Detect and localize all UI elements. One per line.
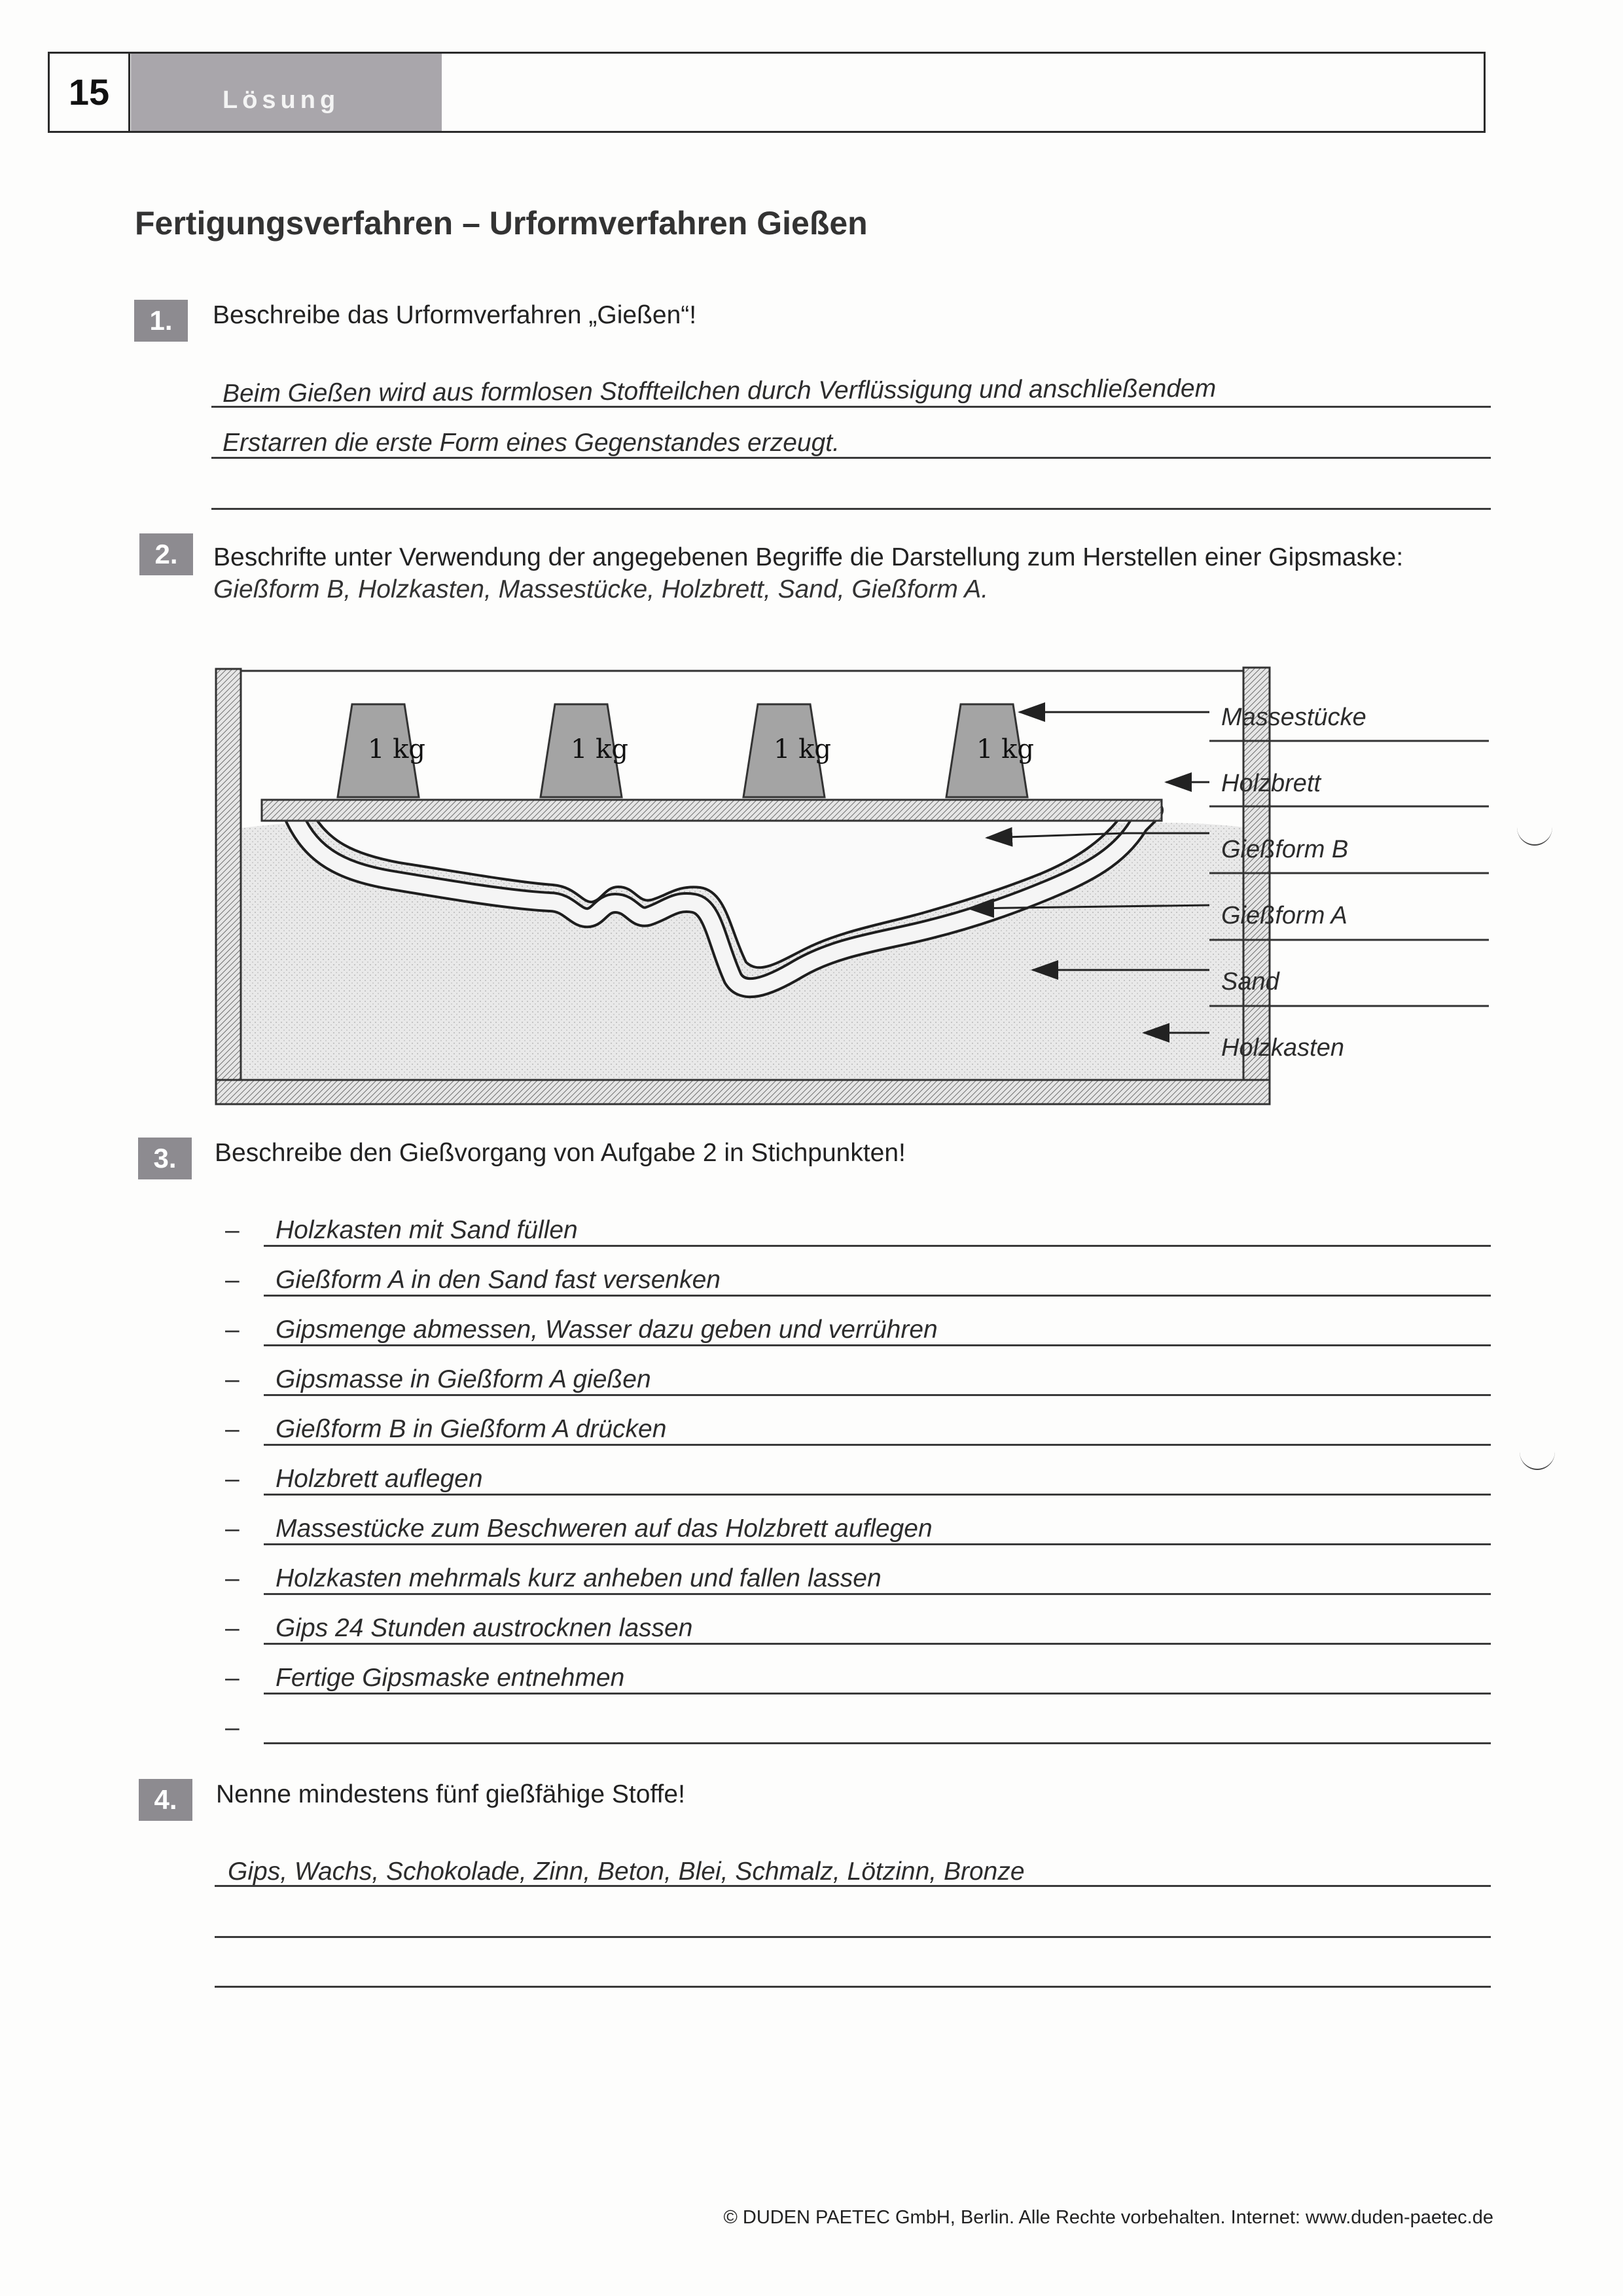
punch-hole-mark [1517,809,1552,846]
header-label: Lösung [223,86,340,114]
task-2-terms: Gießform B, Holzkasten, Massestücke, Holzbrett, Sand, Gießform A. [213,575,989,603]
label-sand: Sand [1221,968,1279,996]
step-text: Gießform B in Gießform A drücken [276,1415,667,1443]
task-4-answer-1: Gips, Wachs, Schokolade, Zinn, Beton, Blei, Schmalz, Lötzinn, Bronze [228,1857,1025,1886]
step-text: Holzkasten mit Sand füllen [276,1216,578,1244]
answer-line [211,457,1491,459]
step-dash: – [225,1564,240,1592]
step-text: Massestücke zum Beschweren auf das Holzbrett auflegen [276,1515,933,1543]
answer-line [264,1295,1491,1297]
answer-line-empty [215,1986,1491,1988]
step-dash: – [225,1515,240,1543]
task-1-answer-2: Erstarren die erste Form eines Gegenstandes erzeugt. [223,429,840,457]
answer-line [264,1344,1491,1346]
task-1-number: 1. [134,300,188,342]
step-text: Gießform A in den Sand fast versenken [276,1266,721,1294]
answer-line [264,1593,1491,1595]
step-text: Gipsmasse in Gießform A gießen [276,1365,651,1393]
answer-line-empty [211,508,1491,510]
task-1-question: Beschreibe das Urformverfahren „Gießen“! [213,301,697,329]
step-text: Gips 24 Stunden austrocknen lassen [276,1614,693,1642]
step-text: Fertige Gipsmaske entnehmen [276,1664,625,1692]
label-giessform-a: Gießform A [1221,902,1347,929]
answer-line [264,1494,1491,1496]
answer-line [264,1394,1491,1396]
step-dash: – [225,1316,240,1344]
label-giessform-b: Gießform B [1221,836,1349,863]
task-4-question: Nenne mindestens fünf gießfähige Stoffe! [216,1780,685,1808]
task-1-answer-1: Beim Gießen wird aus formlosen Stoffteilchen durch Verflüssigung und anschließendem [222,374,1217,408]
weight-label: 1 kg [774,734,832,764]
task-3-number: 3. [138,1138,192,1179]
page-number: 15 [50,54,130,131]
answer-line [264,1643,1491,1645]
task-4-number: 4. [139,1779,192,1821]
answer-line [264,1543,1491,1545]
label-massestuecke: Massestücke [1221,704,1366,731]
massestueck-4 [946,704,1034,797]
task-2-question: Beschrifte unter Verwendung der angegebenen Begriffe die Darstellung zum Herstellen einer Gipsmaske: [213,543,1404,571]
weight-label: 1 kg [976,734,1035,764]
answer-line [211,406,1491,408]
page-title: Fertigungsverfahren – Urformverfahren Gießen [135,205,868,242]
step-dash: – [225,1216,240,1244]
step-text: Holzbrett auflegen [276,1465,483,1493]
step-dash: – [225,1664,240,1692]
step-text: Gipsmenge abmessen, Wasser dazu geben und verrühren [276,1316,938,1344]
step-dash: – [225,1266,240,1294]
step-dash: – [225,1713,240,1742]
answer-line [264,1742,1491,1744]
massestueck-3 [743,704,831,797]
label-holzkasten: Holzkasten [1221,1034,1344,1062]
step-dash: – [225,1415,240,1443]
step-dash: – [225,1365,240,1393]
weight-label: 1 kg [368,734,426,764]
holzbrett [262,800,1162,821]
task-2-number: 2. [139,533,193,575]
task-3-question: Beschreibe den Gießvorgang von Aufgabe 2 in Stichpunkten! [215,1139,906,1167]
answer-line [215,1885,1491,1887]
answer-line [264,1245,1491,1247]
footer-copyright: © DUDEN PAETEC GmbH, Berlin. Alle Rechte vorbehalten. Internet: www.duden-paetec.de [723,2207,1493,2228]
answer-line-empty [215,1936,1491,1938]
answer-line [264,1693,1491,1695]
massestueck-1 [338,704,425,797]
label-holzbrett: Holzbrett [1221,770,1321,797]
step-dash: – [225,1465,240,1493]
step-text: Holzkasten mehrmals kurz anheben und fallen lassen [276,1564,882,1592]
punch-hole-mark [1520,1433,1555,1470]
weight-label: 1 kg [571,734,629,764]
massestueck-2 [541,704,628,797]
step-dash: – [225,1614,240,1642]
answer-line [264,1444,1491,1446]
